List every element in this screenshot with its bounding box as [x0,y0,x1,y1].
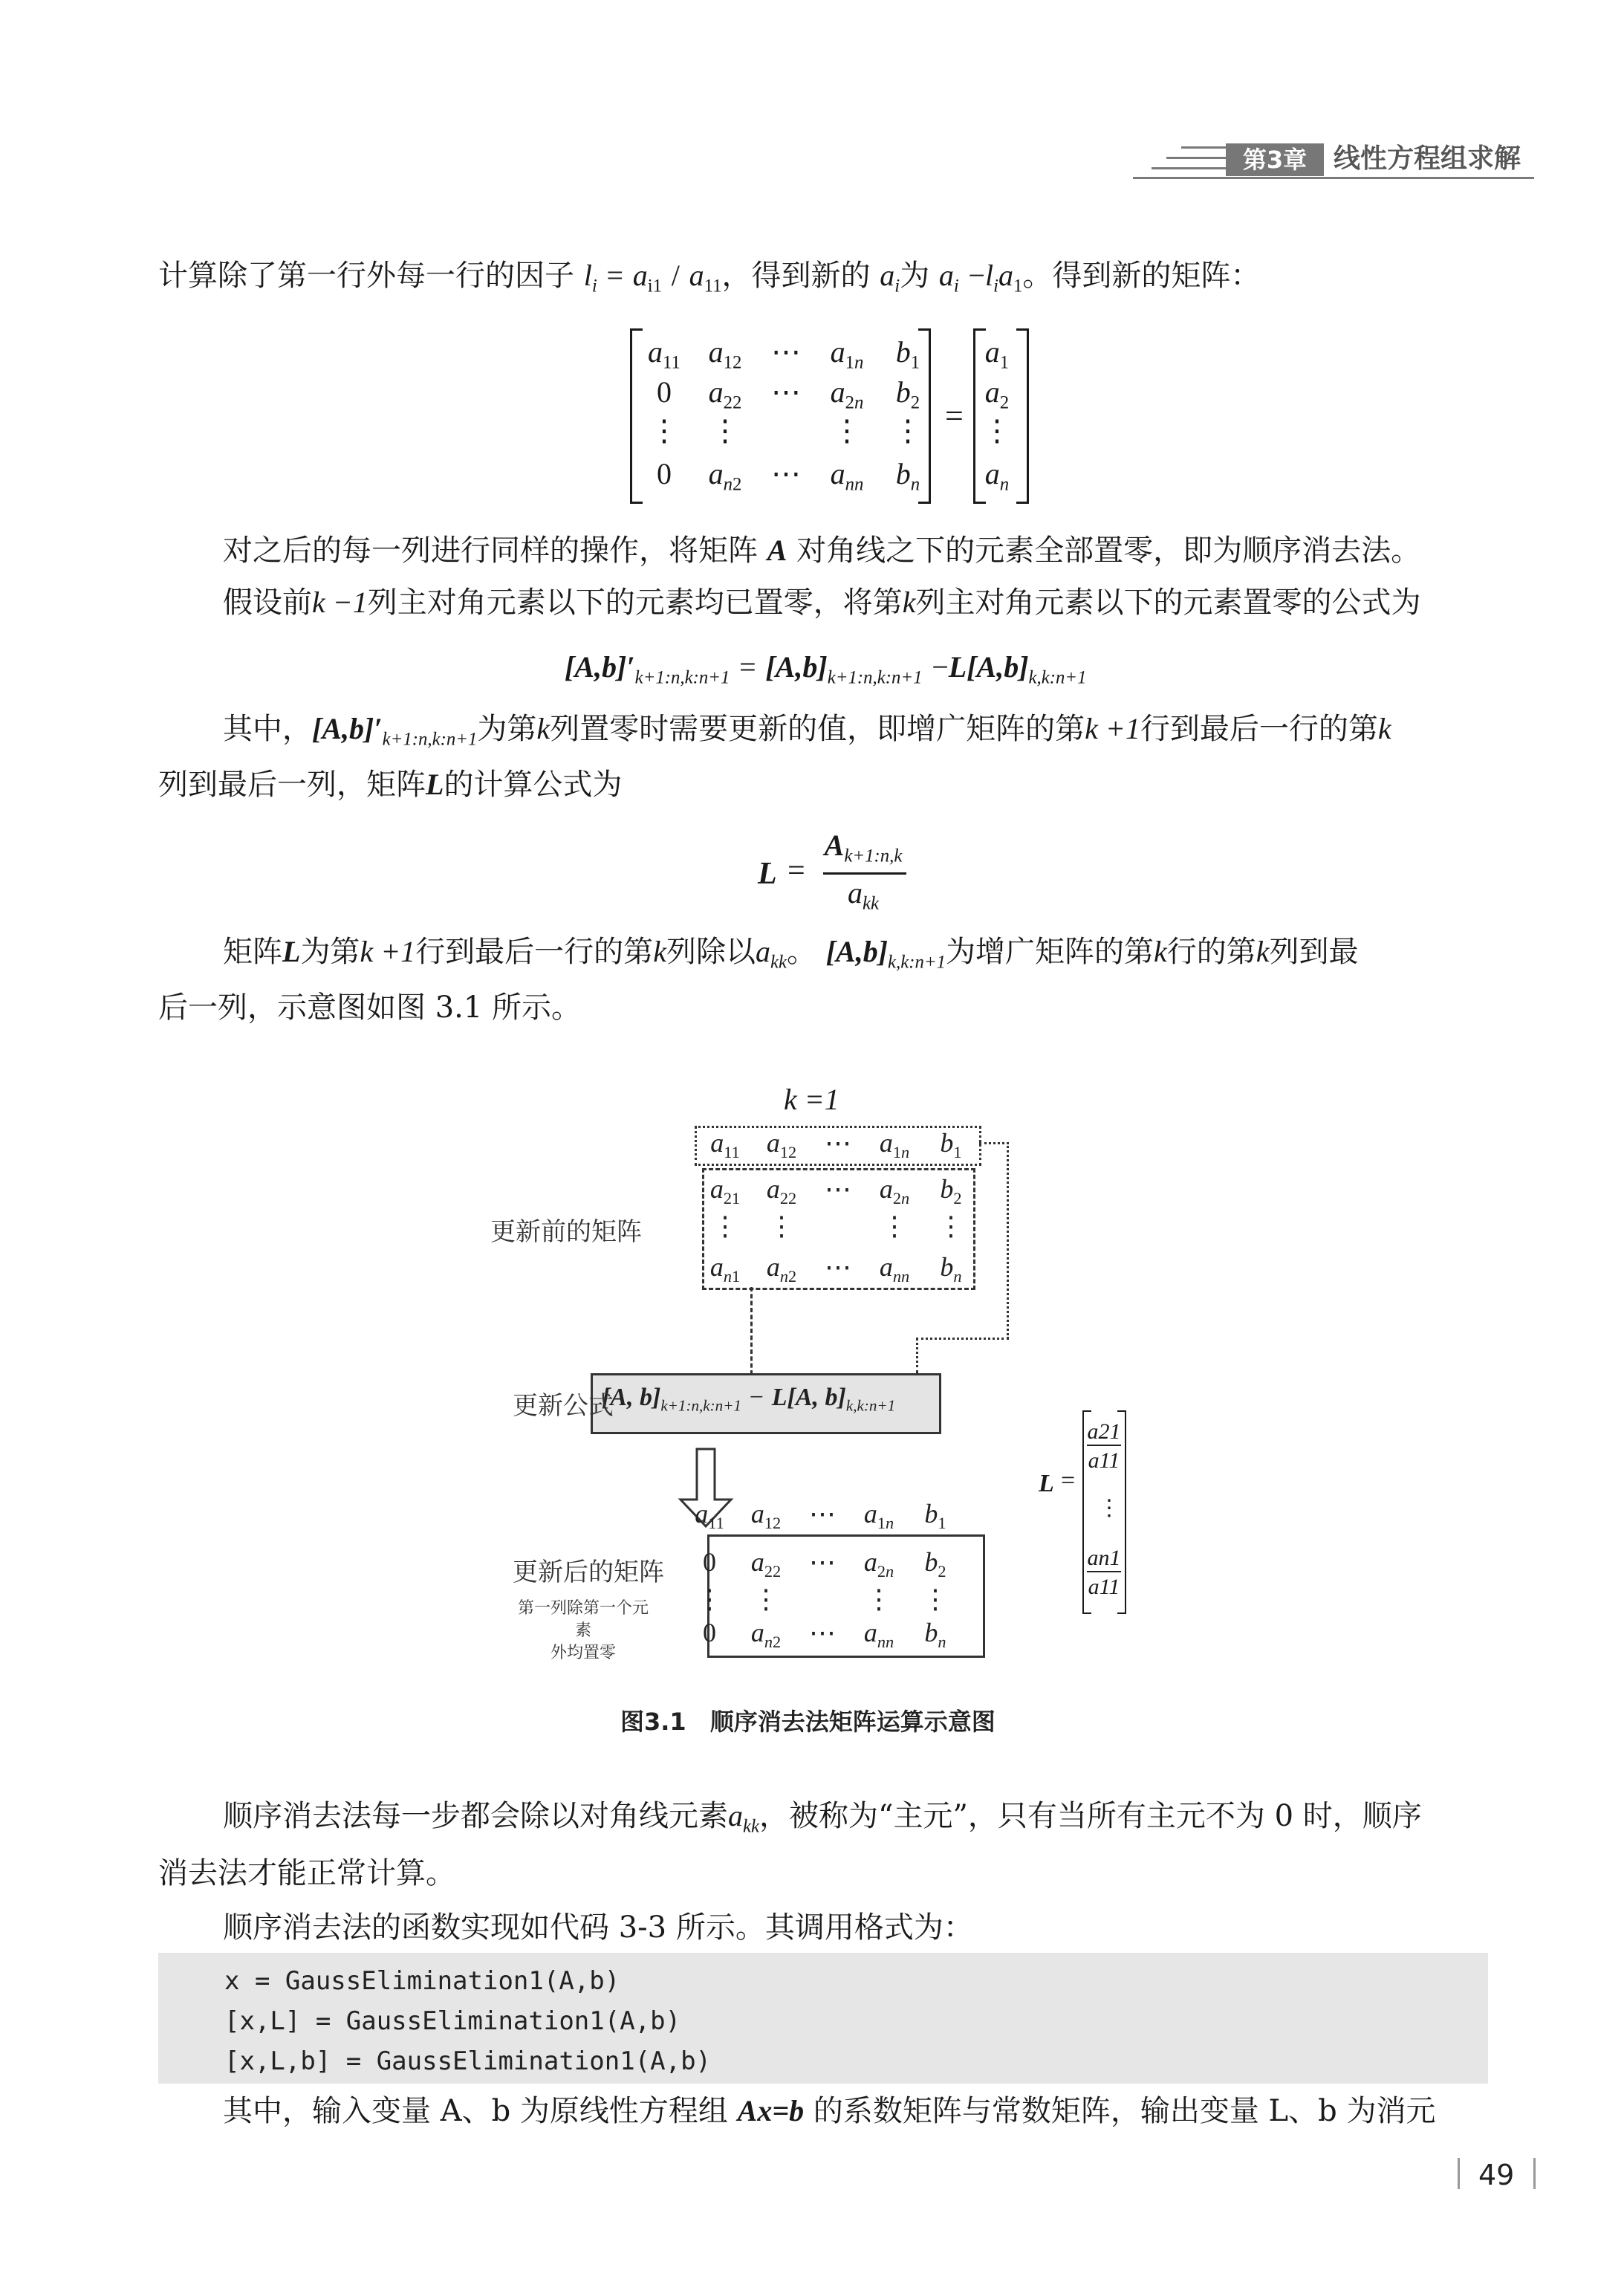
text: 。 [786,935,816,969]
math-sub: 1n [877,1513,894,1532]
math-base: b [895,457,911,490]
matrix-entry [906,1497,965,1530]
matrix-entry: ⋯ [825,1174,851,1204]
math-base: a [766,1252,780,1282]
math-sub: k+1:n,k:n+1 [634,667,730,688]
matrix-entry: ⋮ [922,1584,949,1614]
text: 行到最后一行的第 [1140,712,1378,746]
math-base: b [924,1618,938,1647]
text: 的计算公式为 [444,768,623,802]
math-base: a [750,1547,764,1577]
vector-entry: ⋮ [982,414,1012,447]
math-sub: 1n [892,1142,910,1161]
paragraph-8 [223,2092,1435,2130]
math-base: a [766,1174,780,1204]
math-base: a [708,375,724,409]
matrix-entry [906,1616,965,1649]
math-A: A [824,829,845,862]
math-sub: 22 [779,1188,797,1208]
dotted-connector [979,1142,1009,1144]
text: ，得到新的 [721,259,871,293]
header-rule-1 [1181,146,1226,149]
matrix-entry [849,1546,909,1581]
math-sub: 2n [877,1561,894,1581]
math-k: k [1377,712,1391,745]
page-number-bar-right [1533,2158,1536,2189]
math-sub: k+1:n,k:n+1 [382,729,478,750]
text: 对之后的每一列进行同样的操作，将矩阵 [223,534,758,568]
math-base: a [830,375,845,409]
math-ab-prime: [A,b]′ [312,712,383,745]
math-sub: 1 [910,352,920,373]
math-sub: 21 [723,1188,741,1208]
matrix-entry [871,456,945,495]
math-base: a [879,1174,893,1204]
matrix-entry: ⋮ [938,1211,964,1241]
matrix-entry: 0 [703,1618,716,1647]
math-ab-prime: [A,b]′ [565,650,635,684]
matrix-entry: ⋮ [881,1211,908,1241]
matrix-entry: ⋮ [712,1211,738,1241]
matrix-entry [871,375,945,413]
math-eq: = [1061,1467,1076,1494]
math-sub: i [953,276,959,296]
math-L: L [1039,1470,1054,1497]
math-base: b [895,335,911,369]
matrix-entry [921,1173,981,1208]
math-base: a [879,1252,893,1282]
code-line: [x,L] = GaussElimination1(A,b) [224,2006,681,2036]
text: 其中， [223,712,312,746]
text: 的系数矩阵与常数矩阵，输出变量 L、b 为消元 [813,2094,1436,2128]
matrix-entry [752,1251,811,1286]
math-sub: 1 [938,1513,946,1532]
math-L: L [426,768,444,801]
matrix-entry [865,1173,924,1208]
chapter-title: 线性方程组求解 [1334,143,1521,174]
math-sub: nn [877,1632,894,1651]
vdots: ⋮ [1098,1496,1120,1520]
text: 计算除了第一行外每一行的因子 [158,259,574,293]
math-base: a [830,457,845,490]
figure-caption: 图3.1 顺序消去法矩阵运算示意图 [620,1708,995,1736]
math-k-plus-1: k +1 [1085,712,1140,745]
matrix-entry [865,1251,924,1286]
header-rule-3 [1152,167,1226,169]
matrix-entry [680,1497,739,1530]
text: 列到最后一列，矩阵 [158,768,426,802]
text: 为 [900,259,930,293]
math-sub: k+1:n,k:n+1 [827,667,923,688]
math-sub: n2 [723,474,742,495]
matrix-entry [906,1546,965,1581]
matrix-entry [736,1546,796,1581]
matrix-entry: 0 [703,1547,716,1577]
k-label: k =1 [784,1083,839,1116]
text: 假设前 [223,586,312,620]
matrix-entry [752,1173,811,1208]
math-a: a [880,259,895,292]
text: ，被称为“主元”，只有当所有主元不为 0 时，顺序 [759,1799,1422,1833]
header-rule-4 [1133,177,1534,179]
dotted-connector [916,1338,1009,1340]
text: 列除以 [666,935,756,969]
math-slash: / [671,259,680,292]
matrix-entry: ⋮ [865,1584,892,1614]
math-sub: nn [845,474,864,495]
math-eq: = [787,854,805,888]
paragraph-3 [223,583,1421,622]
math-sub: 22 [764,1561,782,1581]
math-sub: i [993,276,998,296]
math-l: l [583,259,592,292]
matrix-entry: ⋯ [825,1128,851,1158]
math-sub: kk [862,893,879,914]
math-sub: i [591,276,597,296]
fraction-bar [823,872,906,875]
L-entry-n [1087,1546,1121,1602]
math-sub: n2 [779,1266,797,1286]
text: 后一列，示意图如图 3.1 所示。 [158,991,582,1025]
matrix-entry [849,1497,909,1530]
math-base: b [895,375,911,409]
figure-3-1 [490,1070,1159,1739]
math-a: a [998,259,1013,292]
math-sub: n1 [723,1266,741,1286]
math-minus: − [968,259,985,292]
note-line-2: 外均置零 [550,1644,616,1662]
math-base: a [695,1499,709,1529]
matrix-entry [921,1127,981,1159]
text: 列主对角元素以下的元素置零的公式为 [915,586,1421,620]
matrix-entry: ⋯ [809,1499,836,1529]
math-sub: k,k:n+1 [845,1396,896,1415]
L-entry-1 [1087,1419,1121,1476]
matrix-entry [695,1127,755,1159]
text: 行到最后一行的第 [415,935,654,969]
text: 为增广矩阵的第 [946,935,1154,969]
math-base: a [863,1547,877,1577]
math-sub: n2 [764,1632,782,1651]
math-sub: 12 [764,1513,782,1532]
math-k-plus-1: k +1 [360,935,416,968]
math-k: k [902,586,916,619]
denominator [1087,1572,1121,1602]
math-L: L [758,857,777,891]
math-base: a [984,335,1000,369]
math-sub: nn [892,1266,910,1286]
math-base: a [879,1128,893,1158]
math-a: a [728,1799,743,1832]
numerator [1087,1546,1121,1572]
matrix-entry [736,1616,796,1649]
math-sub: 11 [708,1513,724,1532]
text: 矩阵 [223,935,282,969]
math-sub: 22 [723,392,742,413]
math-sub: n [953,1266,962,1286]
math-base: b [940,1128,954,1158]
text: 其中，输入变量 A、b 为原线性方程组 [223,2094,728,2128]
math-sub: 1 [1013,276,1023,296]
math-a11: a11 [1088,1575,1120,1599]
math-base: a [709,1174,724,1204]
math-base: a [648,335,663,369]
math-base: b [924,1547,938,1577]
matrix-entry: ⋮ [696,1584,723,1614]
matrix-entry [849,1616,909,1649]
math-base: a [863,1499,877,1529]
matrix-entry [695,1251,755,1286]
matrix-entry: ⋮ [753,1584,779,1614]
text: 顺序消去法每一步都会除以对角线元素 [223,1799,728,1833]
paragraph-5-line-2 [158,988,581,1027]
label-after-note [513,1598,654,1665]
header-rule-2 [1166,157,1226,159]
matrix-entry [921,1251,981,1286]
matrix-entry: ⋯ [771,457,801,490]
text: 列置零时需要更新的值，即增广矩阵的第 [550,712,1085,746]
equals-sign: = [945,398,964,434]
matrix-entry: ⋯ [771,335,801,369]
math-A: A [767,534,787,567]
math-ab: [A,b] [967,650,1029,684]
math-a11: a11 [1088,1448,1120,1473]
math-a: a [755,935,770,968]
math-sub: k+1:n,k [844,846,903,866]
math-base: a [750,1618,764,1647]
math-sub: 12 [779,1142,797,1161]
code-line: [x,L,b] = GaussElimination1(A,b) [224,2046,712,2076]
matrix-entry: ⋯ [771,375,801,409]
math-sub: 1n [845,352,864,373]
paragraph-4 [223,710,1391,748]
math-base: a [984,375,1000,409]
math-L: L [282,935,301,968]
math-eq: = [739,650,756,684]
math-sub: k,k:n+1 [1028,667,1087,688]
math-sub: 2n [892,1188,910,1208]
paragraph-5 [223,933,1359,971]
matrix-entry: ⋯ [809,1618,836,1647]
denominator [1087,1446,1121,1476]
math-sub: n [938,1632,946,1651]
paragraph-2 [223,531,1420,570]
math-k: k [536,712,550,745]
text: 对角线之下的元素全部置零，即为顺序消去法。 [796,534,1421,568]
label-before-matrix: 更新前的矩阵 [490,1217,642,1247]
math-k: k [1256,935,1270,968]
math-base: a [710,1128,724,1158]
math-minus: − [932,650,949,684]
math-sub: i [894,276,900,296]
math-sub: 1 [953,1142,962,1161]
math-base: a [708,335,724,369]
math-sub: 11 [704,276,722,296]
matrix-entry: ⋮ [893,414,923,447]
math-sub: n [910,474,920,495]
math-sub: 2 [999,392,1010,413]
math-sub: k,k:n+1 [888,952,946,973]
math-sub: kk [770,952,787,973]
math-L: L [771,1384,787,1411]
text: 行的第 [1166,935,1256,969]
dotted-connector [1007,1142,1009,1339]
math-k: k [1154,935,1167,968]
math-ab: [A,b] [825,935,889,968]
math-sub: 2 [953,1188,962,1208]
augmented-matrix-equation [624,321,1040,507]
text: 消去法才能正常计算。 [158,1856,455,1890]
matrix-entry: ⋮ [832,414,862,447]
math-k-minus-1: k −1 [312,586,368,619]
matrix-entry [695,1173,755,1208]
math-a: a [689,259,704,292]
matrix-entry: ⋮ [768,1211,795,1241]
numerator [1087,1419,1121,1446]
paragraph-7 [223,1908,973,1947]
math-a: a [938,259,954,292]
matrix-entry: ⋯ [825,1252,851,1282]
math-sub: 2 [938,1561,946,1581]
math-base: a [984,457,1000,490]
math-l: l [984,259,994,292]
update-formula-text [602,1382,896,1415]
text: 为第 [477,712,537,746]
text: 列主对角元素以下的元素均已置零，将第 [367,586,903,620]
text: 顺序消去法的函数实现如代码 3-3 所示。其调用格式为： [223,1910,973,1945]
paragraph-6 [223,1797,1422,1835]
page-number-bar-left [1458,2158,1460,2189]
L-formula [758,831,936,920]
dashed-connector [750,1287,753,1375]
matrix-entry: ⋯ [809,1547,836,1577]
matrix-entry: ⋮ [649,414,679,447]
math-a21: a21 [1087,1419,1121,1444]
paragraph-6-line-2 [158,1854,455,1893]
matrix-entry [865,1127,924,1159]
fraction-denominator [820,876,906,914]
math-a: a [847,876,863,910]
math-base: b [940,1174,954,1204]
math-minus: − [749,1384,764,1411]
math-base: a [766,1128,780,1158]
math-ab: [A, b] [787,1384,846,1411]
label-update-formula: 更新公式 [513,1391,614,1421]
math-ab: [A,b] [765,650,828,684]
math-base: b [940,1252,954,1282]
vector-entry [960,375,1034,413]
math-sub: n [999,474,1010,495]
math-base: a [750,1499,764,1529]
math-sub: kk [743,1816,760,1837]
matrix-entry [871,334,945,373]
chapter-number: 第3章 [1226,143,1324,176]
math-base: a [708,457,724,490]
math-k: k [653,935,666,968]
matrix-entry: ⋮ [710,414,740,447]
text: 为第 [300,935,360,969]
matrix-entry [736,1497,796,1530]
math-sub: 11 [663,352,681,373]
paragraph-1 [158,256,1260,295]
code-line: x = GaussElimination1(A,b) [224,1966,620,1996]
math-sub: 2 [910,392,920,413]
text: 。得到新的矩阵： [1022,259,1261,293]
vector-entry [960,334,1034,373]
math-sub: 11 [724,1142,740,1161]
label-after-matrix: 更新后的矩阵 [513,1557,664,1587]
math-base: a [709,1252,724,1282]
math-eq: = [606,259,624,292]
update-formula [565,648,1087,687]
page-number: 49 [1478,2159,1515,2191]
matrix-entry: 0 [657,375,672,409]
vector-entry [960,456,1034,495]
math-sub: k+1:n,k:n+1 [660,1396,741,1415]
math-base: a [863,1618,877,1647]
fraction-numerator [820,829,906,866]
math-L: L [948,650,967,684]
math-base: b [924,1499,938,1529]
text: 列到最 [1269,935,1359,969]
matrix-entry: 0 [657,457,672,490]
math-ab: [A, b] [602,1384,661,1411]
math-an1: an1 [1087,1546,1121,1570]
math-Ax-b: Ax=b [737,2094,805,2127]
math-a: a [632,259,648,292]
math-sub: 2n [845,392,864,413]
paragraph-4-line-2 [158,765,622,804]
note-line-1: 第一列除第一个元素 [517,1599,649,1640]
math-sub: 12 [723,352,742,373]
matrix-entry [752,1127,811,1159]
math-sub: 1 [999,352,1010,373]
math-base: a [830,335,845,369]
math-sub: i1 [647,276,663,296]
dotted-connector [916,1338,918,1373]
